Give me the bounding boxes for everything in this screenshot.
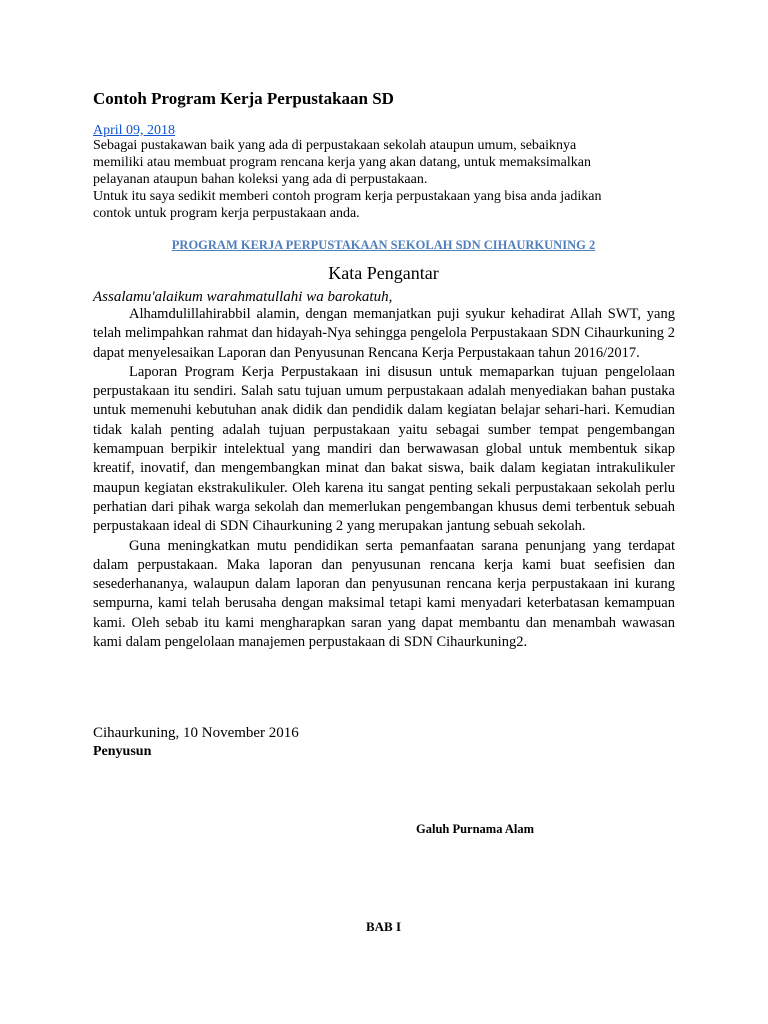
kata-pengantar-heading: Kata Pengantar [328,263,439,283]
intro-text [93,137,674,222]
intro-line: Untuk itu saya sedikit memberi contoh program kerja perpustakaan yang bisa anda jadikan [93,189,602,204]
program-heading-link[interactable]: PROGRAM KERJA PERPUSTAKAAN SEKOLAH SDN CIHAURKUNING 2 [171,238,596,252]
signer-name: Galuh Purnama Alam [416,822,535,836]
intro-line: contok untuk program kerja perpustakaan anda. [93,206,360,221]
chapter-heading: BAB I [365,919,402,934]
paragraph: Laporan Program Kerja Perpustakaan ini disusun untuk memaparkan tujuan pengelolaan perpustakaan itu sendiri. Salah satu tujuan umum perpustakaan adalah menyediakan bahan pustaka untuk memenuhi kebutuhan anak didik dan pendidik dalam kegiatan belajar sehari-hari. Kemudian tidak kalah penting adalah tujuan perpustakaan yaitu sebagai sumber tempat pengembangan kemampuan berpikir intelektual yang mandiri dan berwawasan global untuk membentuk sikap kreatif, inovatif, dan mengembangkan minat dan bakat siswa, baik dalam kegiatan intrakulikuler maupun kegiatan ekstrakulikuler. Oleh karena itu sangat penting sekali perpustakaan sekolah perlu perhatian dari pihak warga sekolah dan memerlukan pengembangan khusus demi terbentuk sebuah perpustakaan ideal di SDN Cihaurkuning 2 yang merupakan jantung sebuah sekolah. [93,363,675,535]
paragraph: Guna meningkatkan mutu pendidikan serta pemanfaatan sarana penunjang yang terdapat dalam perpustakaan. Maka laporan dan penyusunan rencana kerja kami buat seefisien dan sesederhananya, walaupun dalam laporan dan penyusunan rencana kerja perpustakaan ini kurang sempurna, kami telah berusaha dengan maksimal tetapi kami menyadari keterbatasan kemampuan kami. Oleh sebab itu kami mengharapkan saran yang dapat membantu dan menambah wawasan kami dalam pengelolaan manajemen perpustakaan di SDN Cihaurkuning2. [93,537,675,651]
page-title: Contoh Program Kerja Perpustakaan SD [93,89,394,108]
paragraph: Alhamdulillahirabbil alamin, dengan memanjatkan puji syukur kehadirat Allah SWT, yang telah melimpahkan rahmat dan hidayah-Nya sehingga pengelola Perpustakaan SDN Cihaurkuning 2 dapat menyelesaikan Laporan dan Penyusunan Rencana Kerja Perpustakaan tahun 2016/2017. [93,306,675,361]
preface-body [93,305,675,652]
intro-line: memiliki atau membuat program rencana kerja yang akan datang, untuk memaksimalkan [93,155,591,170]
intro-line: pelayanan ataupun bahan koleksi yang ada di perpustakaan. [93,172,428,187]
date-link[interactable]: April 09, 2018 [93,123,176,138]
place-date: Cihaurkuning, 10 November 2016 [93,725,299,741]
intro-line: Sebagai pustakawan baik yang ada di perpustakaan sekolah ataupun umum, sebaiknya [93,138,577,153]
greeting: Assalamu'alaikum warahmatullahi wa barokatuh, [93,289,393,305]
penyusun-label: Penyusun [93,744,152,759]
